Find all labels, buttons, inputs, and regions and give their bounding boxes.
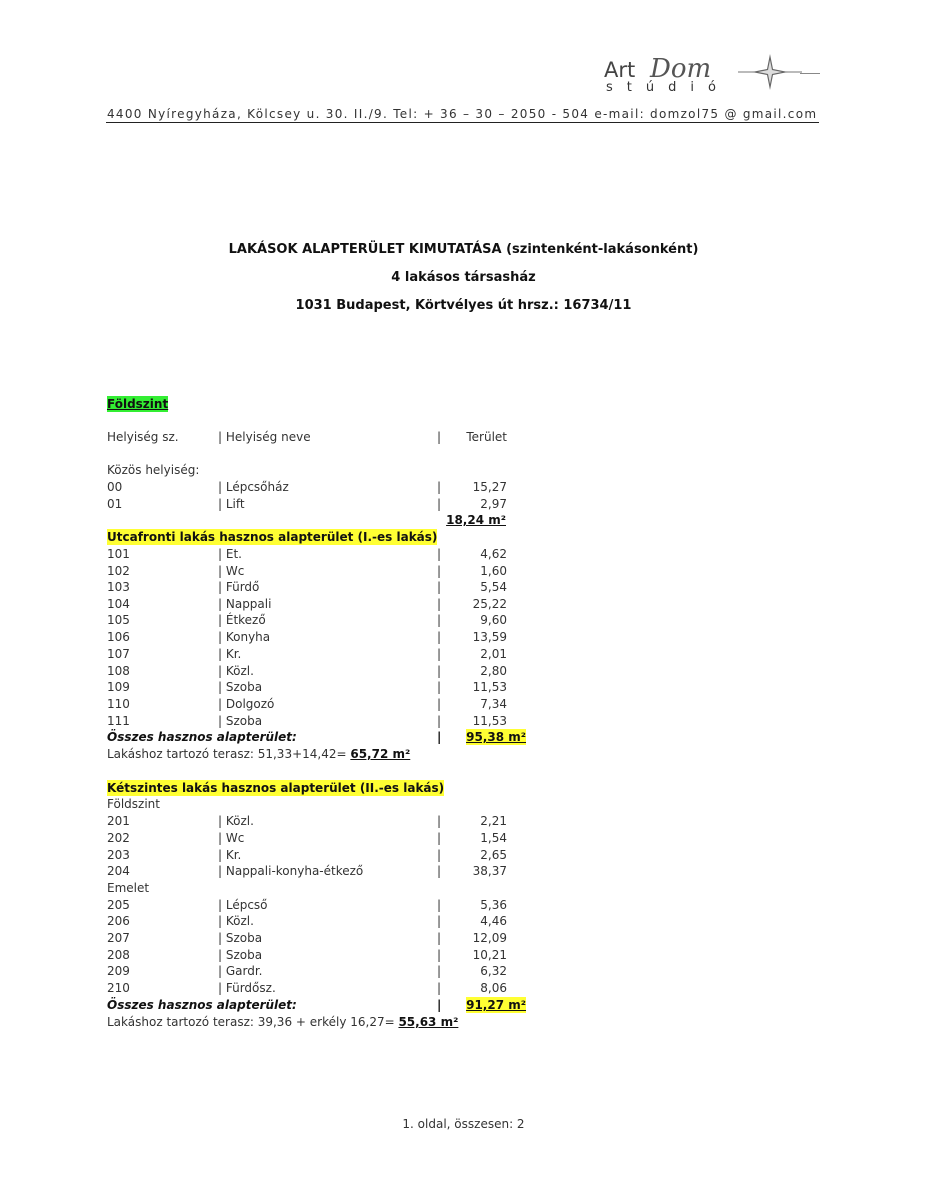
column-separator: |	[437, 480, 442, 494]
apartment2-total-value: 91,27 m²	[466, 998, 526, 1012]
column-separator: |	[437, 647, 442, 661]
apartment1-heading-row	[0, 529, 927, 546]
room-number: 111	[107, 714, 130, 728]
common-heading: Közös helyiség:	[107, 463, 200, 477]
column-separator: |	[437, 664, 442, 678]
room-area: 8,06	[480, 981, 507, 995]
apartment1-terrace-row	[0, 746, 927, 763]
column-separator: |	[437, 948, 442, 962]
room-name: | Szoba	[218, 680, 263, 694]
column-separator: |	[437, 580, 442, 594]
table-row	[0, 629, 927, 646]
room-number: 107	[107, 647, 130, 661]
room-name: | Dolgozó	[218, 697, 275, 711]
room-name: | Szoba	[218, 931, 263, 945]
apartment2-terrace	[107, 1014, 458, 1030]
room-name: | Nappali	[218, 597, 272, 611]
column-separator: |	[437, 730, 442, 744]
apartment2-total-row	[0, 997, 927, 1014]
room-area: 38,37	[472, 864, 507, 878]
table-row	[0, 596, 927, 613]
room-number: 104	[107, 597, 130, 611]
table-header	[0, 429, 927, 446]
room-area: 11,53	[472, 714, 507, 728]
room-area: 2,21	[480, 814, 507, 828]
column-separator: |	[437, 914, 442, 928]
room-number: 106	[107, 630, 130, 644]
column-separator: |	[437, 613, 442, 627]
column-separator: |	[437, 998, 442, 1012]
table-row	[0, 947, 927, 964]
table-row	[0, 930, 927, 947]
room-area: 15,27	[472, 480, 507, 494]
apartment2-terrace-row	[0, 1014, 927, 1031]
table-row	[0, 546, 927, 563]
room-name: | Fürdő	[218, 580, 260, 594]
room-name: | Lépcső	[218, 898, 268, 912]
room-number: 102	[107, 564, 130, 578]
column-separator: |	[437, 898, 442, 912]
room-area: 2,80	[480, 664, 507, 678]
apartment2-terrace-value: 55,63 m²	[398, 1015, 459, 1029]
room-name: | Szoba	[218, 948, 263, 962]
column-separator: |	[437, 697, 442, 711]
table-row	[0, 646, 927, 663]
room-name: | Kr.	[218, 848, 242, 862]
header-separator: |	[437, 430, 442, 444]
logo-line	[800, 73, 820, 74]
table-row	[0, 696, 927, 713]
apartment2-total-label: Összes hasznos alapterület:	[107, 998, 297, 1012]
column-separator: |	[437, 547, 442, 561]
table-row	[0, 479, 927, 496]
room-name: | Wc	[218, 564, 245, 578]
table-row	[0, 963, 927, 980]
room-area: 5,36	[480, 898, 507, 912]
apartment1-terrace-text: Lakáshoz tartozó terasz: 51,33+14,42=	[107, 747, 351, 761]
apartment1-total-value: 95,38 m²	[466, 730, 526, 744]
column-separator: |	[437, 831, 442, 845]
table-row	[0, 496, 927, 513]
room-area: 7,34	[480, 697, 507, 711]
compass-star-icon	[738, 52, 802, 92]
room-area: 13,59	[472, 630, 507, 644]
table-row	[0, 863, 927, 880]
room-area: 9,60	[480, 613, 507, 627]
column-separator: |	[437, 848, 442, 862]
column-separator: |	[437, 630, 442, 644]
room-name: | Gardr.	[218, 964, 263, 978]
room-area: 2,97	[480, 497, 507, 511]
header-area: Terület	[466, 430, 507, 444]
header-room-name: | Helyiség neve	[218, 430, 311, 444]
room-number: 204	[107, 864, 130, 878]
room-area: 1,60	[480, 564, 507, 578]
room-name: | Wc	[218, 831, 245, 845]
apartment1-terrace	[107, 746, 410, 762]
room-number: 110	[107, 697, 130, 711]
apartment1-heading: Utcafronti lakás hasznos alapterület (I.-es lakás)	[107, 530, 438, 544]
room-number: 206	[107, 914, 130, 928]
room-area: 2,01	[480, 647, 507, 661]
column-separator: |	[437, 680, 442, 694]
document-title: LAKÁSOK ALAPTERÜLET KIMUTATÁSA (szintenként-lakásonként)	[228, 242, 699, 257]
common-subtotal: 18,24 m²	[446, 513, 506, 527]
column-separator: |	[437, 564, 442, 578]
logo-art-text: Art	[604, 58, 636, 82]
apartment1-terrace-value: 65,72 m²	[350, 747, 411, 761]
table-row	[0, 579, 927, 596]
document-subtitle: 4 lakásos társasház	[391, 270, 536, 285]
apartment2-level2-row	[0, 880, 927, 897]
room-number: 203	[107, 848, 130, 862]
logo-studio-text: stúdió	[606, 80, 730, 95]
common-heading-row	[0, 462, 927, 479]
table-row	[0, 913, 927, 930]
room-number: 202	[107, 831, 130, 845]
room-number: 01	[107, 497, 123, 511]
room-name: | Közl.	[218, 914, 254, 928]
column-separator: |	[437, 597, 442, 611]
room-name: | Nappali-konyha-étkező	[218, 864, 364, 878]
apartment2-level1-row	[0, 796, 927, 813]
floor-heading-row	[0, 396, 927, 413]
apartment2-heading: Kétszintes lakás hasznos alapterület (II.-es lakás)	[107, 781, 445, 795]
room-number: 101	[107, 547, 130, 561]
apartment2-level2-label: Emelet	[107, 881, 150, 895]
room-area: 4,62	[480, 547, 507, 561]
table-row	[0, 813, 927, 830]
room-name: | Szoba	[218, 714, 263, 728]
room-area: 12,09	[472, 931, 507, 945]
room-name: | Et.	[218, 547, 242, 561]
room-name: | Kr.	[218, 647, 242, 661]
apartment2-terrace-text: Lakáshoz tartozó terasz: 39,36 + erkély 16,27=	[107, 1015, 399, 1029]
room-number: 108	[107, 664, 130, 678]
room-area: 1,54	[480, 831, 507, 845]
header-rule	[106, 122, 819, 123]
table-row	[0, 563, 927, 580]
apartment2-level1-label: Földszint	[107, 797, 160, 811]
table-row	[0, 663, 927, 680]
apartment1-total-label: Összes hasznos alapterület:	[107, 730, 297, 744]
room-area: 5,54	[480, 580, 507, 594]
table-row	[0, 830, 927, 847]
page-footer: 1. oldal, összesen: 2	[402, 1117, 525, 1131]
column-separator: |	[437, 931, 442, 945]
room-name: | Lift	[218, 497, 245, 511]
logo-dom-text: Dom	[650, 54, 712, 84]
column-separator: |	[437, 814, 442, 828]
common-subtotal-row	[0, 512, 927, 529]
header-room-number: Helyiség sz.	[107, 430, 179, 444]
room-number: 210	[107, 981, 130, 995]
table-row	[0, 612, 927, 629]
room-number: 109	[107, 680, 130, 694]
room-area: 25,22	[472, 597, 507, 611]
apartment1-total-row	[0, 729, 927, 746]
room-name: | Közl.	[218, 814, 254, 828]
table-row	[0, 980, 927, 997]
table-row	[0, 713, 927, 730]
room-area: 10,21	[472, 948, 507, 962]
room-name: | Konyha	[218, 630, 271, 644]
room-name: | Lépcsőház	[218, 480, 289, 494]
column-separator: |	[437, 714, 442, 728]
column-separator: |	[437, 981, 442, 995]
room-number: 208	[107, 948, 130, 962]
table-row	[0, 847, 927, 864]
room-number: 207	[107, 931, 130, 945]
room-number: 103	[107, 580, 130, 594]
room-area: 2,65	[480, 848, 507, 862]
column-separator: |	[437, 964, 442, 978]
table-row	[0, 679, 927, 696]
room-number: 201	[107, 814, 130, 828]
room-name: | Étkező	[218, 613, 266, 627]
letterhead-address: 4400 Nyíregyháza, Kölcsey u. 30. II./9. Tel: + 36 – 30 – 2050 - 504 e-mail: domzol75 @ gmail.com	[107, 107, 818, 121]
table-row	[0, 897, 927, 914]
apartment2-heading-row	[0, 780, 927, 797]
room-number: 00	[107, 480, 123, 494]
column-separator: |	[437, 864, 442, 878]
room-number: 209	[107, 964, 130, 978]
room-name: | Közl.	[218, 664, 254, 678]
room-name: | Fürdősz.	[218, 981, 276, 995]
document-address: 1031 Budapest, Körtvélyes út hrsz.: 16734/11	[295, 298, 632, 313]
room-number: 205	[107, 898, 130, 912]
room-number: 105	[107, 613, 130, 627]
floor-heading: Földszint	[107, 397, 169, 411]
room-area: 6,32	[480, 964, 507, 978]
room-area: 11,53	[472, 680, 507, 694]
column-separator: |	[437, 497, 442, 511]
room-area: 4,46	[480, 914, 507, 928]
